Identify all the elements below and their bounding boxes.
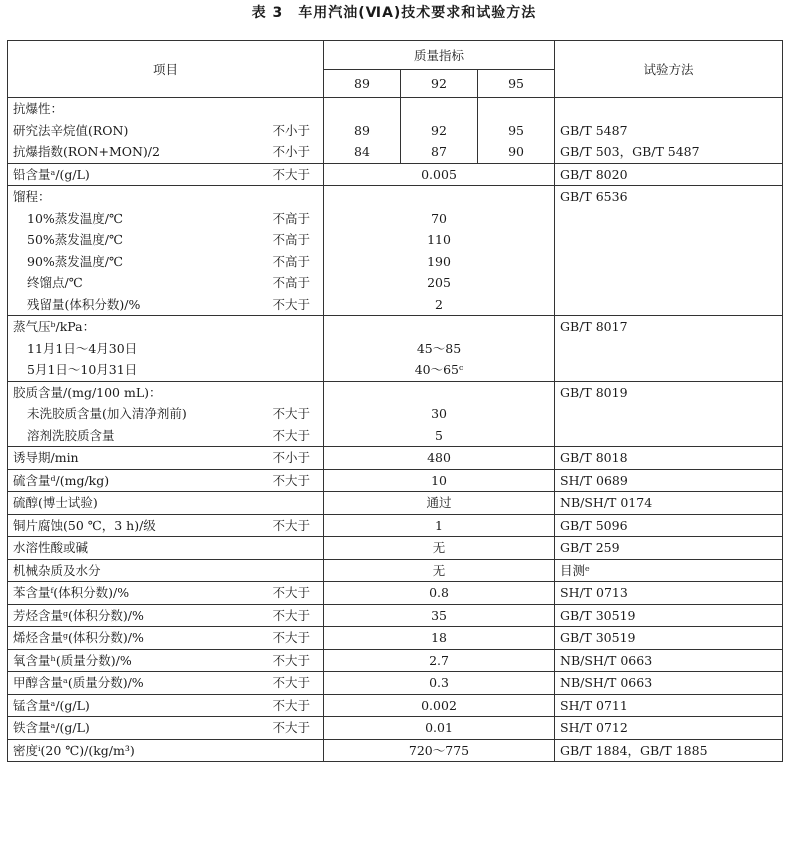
item-label: 抗爆指数(RON+MON)/2 不小于 — [13, 141, 318, 163]
spec-value-cell — [324, 559, 555, 582]
spec-value-cell — [324, 582, 555, 605]
spec-value: 205 — [427, 275, 451, 290]
method-cell — [555, 163, 783, 186]
limit-qualifier: 不小于 — [272, 450, 310, 465]
spec-value: 2.7 — [429, 652, 449, 668]
item-label: 50%蒸发温度/℃ 不高于 — [13, 229, 318, 251]
grade-value: 87 — [431, 144, 447, 159]
spec-value: 720～775 — [408, 742, 470, 758]
item-label: 11月1日～4月30日 — [27, 340, 138, 356]
spec-value-cell — [324, 717, 555, 740]
table-row — [8, 559, 783, 582]
item-label: 水溶性酸或碱 — [13, 540, 89, 555]
spec-value: 无 — [432, 540, 446, 555]
test-method: GB/T 8018 — [560, 450, 628, 465]
item-cell — [8, 514, 324, 537]
table-row — [8, 492, 783, 515]
spec-value-cell — [324, 649, 555, 672]
item-cell — [8, 163, 324, 186]
method-cell — [555, 492, 783, 515]
item-cell — [8, 627, 324, 650]
spec-value: 190 — [427, 253, 451, 269]
grade-value: 95 — [508, 122, 524, 138]
spec-value: 通过 — [426, 495, 452, 510]
test-method: GB/T 259 — [560, 540, 620, 555]
table-row — [8, 627, 783, 650]
spec-value: 0.002 — [421, 697, 457, 713]
limit-qualifier: 不高于 — [272, 232, 310, 247]
spec-value: 0.005 — [421, 166, 457, 182]
limit-qualifier: 不大于 — [272, 720, 310, 735]
item-cell — [8, 672, 324, 695]
header-spec: 质量指标 — [324, 41, 555, 70]
test-method: SH/T 0713 — [560, 585, 628, 600]
item-label: 未洗胶质含量(加入清净剂前) 不大于 — [13, 403, 318, 425]
item-cell — [8, 469, 324, 492]
limit-qualifier: 不大于 — [272, 517, 310, 533]
table-row — [8, 739, 783, 762]
limit-qualifier: 不大于 — [272, 607, 310, 623]
limit-qualifier: 不大于 — [272, 585, 310, 600]
test-method: GB/T 5487 — [560, 122, 628, 138]
gasoline-spec-table — [7, 40, 783, 762]
item-label: 溶剂洗胶质含量 不大于 — [13, 425, 318, 447]
spec-value: 0.3 — [429, 675, 449, 690]
item-label: 残留量(体积分数)/% 不大于 — [13, 294, 318, 316]
method-cell — [555, 717, 783, 740]
test-method: GB/T 1884，GB/T 1885 — [560, 742, 708, 758]
table-row — [8, 381, 783, 447]
spec-value-cell — [324, 469, 555, 492]
spec-value-cell — [324, 447, 555, 470]
item-cell — [8, 694, 324, 717]
grade-value — [406, 98, 472, 120]
spec-value: 70 — [431, 210, 447, 226]
header-method: 试验方法 — [555, 41, 783, 98]
table-row — [8, 717, 783, 740]
spec-value: 110 — [427, 232, 451, 247]
table-title: 表 3 车用汽油(ⅥA)技术要求和试验方法 — [251, 5, 537, 21]
header-grade-89: 89 — [324, 70, 401, 98]
table-row — [8, 316, 783, 382]
item-label: 芳烃含量ᵍ(体积分数)/% 不大于 — [13, 605, 318, 627]
item-label: 5月1日～10月31日 — [27, 362, 138, 377]
spec-value-cell — [324, 514, 555, 537]
item-cell — [8, 739, 324, 762]
test-method — [560, 208, 777, 230]
item-cell — [8, 537, 324, 560]
limit-qualifier: 不高于 — [272, 253, 310, 269]
item-label: 馏程： — [13, 189, 51, 204]
table-row — [8, 186, 783, 316]
table-row — [8, 604, 783, 627]
grade-value: 90 — [508, 144, 524, 159]
spec-value: 2 — [435, 296, 443, 312]
spec-value — [329, 186, 549, 208]
grade-value-cell — [401, 98, 478, 164]
spec-value: 45～85 — [416, 340, 462, 356]
spec-value: 0.01 — [425, 720, 453, 735]
item-label: 机械杂质及水分 — [13, 562, 101, 578]
spec-value-cell — [324, 186, 555, 316]
test-method — [560, 425, 777, 447]
test-method: NB/SH/T 0663 — [560, 652, 653, 668]
test-method — [560, 359, 777, 381]
spec-value-cell — [324, 694, 555, 717]
grade-value-cell — [478, 98, 555, 164]
table-row — [8, 469, 783, 492]
test-method — [560, 338, 777, 360]
item-label: 硫醇(博士试验) — [13, 495, 98, 510]
spec-value-cell — [324, 492, 555, 515]
item-cell — [8, 604, 324, 627]
item-label: 密度ⁱ(20 ℃)/(kg/m³) — [13, 742, 135, 758]
method-cell — [555, 514, 783, 537]
item-label: 铅含量ᵃ/(g/L) 不大于 — [13, 164, 318, 186]
spec-value-cell — [324, 604, 555, 627]
spec-value-cell — [324, 627, 555, 650]
method-cell — [555, 604, 783, 627]
limit-qualifier: 不大于 — [272, 652, 310, 668]
test-method: GB/T 8019 — [560, 384, 628, 400]
test-method — [560, 294, 777, 316]
test-method: SH/T 0689 — [560, 472, 628, 488]
spec-value: 480 — [427, 450, 451, 465]
grade-value — [329, 98, 395, 120]
test-method: SH/T 0712 — [560, 720, 628, 735]
test-method: GB/T 8020 — [560, 166, 628, 182]
test-method — [560, 403, 777, 425]
test-method — [560, 229, 777, 251]
method-cell — [555, 694, 783, 717]
table-row — [8, 537, 783, 560]
method-cell — [555, 739, 783, 762]
test-method: NB/SH/T 0663 — [560, 675, 653, 690]
spec-value: 30 — [431, 406, 447, 421]
spec-value — [329, 382, 549, 404]
item-label: 诱导期/min 不小于 — [13, 447, 318, 469]
item-label: 烯烃含量ᵍ(体积分数)/% 不大于 — [13, 627, 318, 649]
spec-value: 18 — [431, 630, 447, 645]
spec-value-cell — [324, 381, 555, 447]
spec-value: 10 — [431, 472, 447, 488]
method-cell — [555, 649, 783, 672]
item-cell — [8, 316, 324, 382]
item-cell — [8, 447, 324, 470]
method-cell — [555, 537, 783, 560]
spec-value: 35 — [431, 607, 447, 623]
item-label: 铁含量ᵃ/(g/L) 不大于 — [13, 717, 318, 739]
test-method: GB/T 503，GB/T 5487 — [560, 144, 700, 159]
spec-value: 5 — [435, 427, 443, 443]
item-cell — [8, 186, 324, 316]
test-method: NB/SH/T 0174 — [560, 495, 653, 510]
item-cell — [8, 98, 324, 164]
test-method — [560, 251, 777, 273]
grade-value: 89 — [354, 122, 370, 138]
grade-value: 92 — [431, 122, 447, 138]
table-row — [8, 582, 783, 605]
spec-value: 0.8 — [429, 585, 449, 600]
method-cell — [555, 672, 783, 695]
item-label: 铜片腐蚀(50 ℃，3 h)/级 不大于 — [13, 515, 318, 537]
header-grade-92: 92 — [401, 70, 478, 98]
grade-value: 84 — [354, 144, 370, 159]
header-item: 项目 — [8, 41, 324, 98]
spec-value — [329, 316, 549, 338]
grade-value — [483, 98, 549, 120]
method-cell — [555, 559, 783, 582]
item-label: 终馏点/℃ 不高于 — [13, 272, 318, 294]
limit-qualifier: 不大于 — [272, 472, 310, 488]
item-label: 氧含量ʰ(质量分数)/% 不大于 — [13, 650, 318, 672]
test-method: 目测ᵉ — [560, 562, 590, 578]
item-label: 90%蒸发温度/℃ 不高于 — [13, 251, 318, 273]
item-cell — [8, 717, 324, 740]
limit-qualifier: 不大于 — [272, 697, 310, 713]
item-label: 10%蒸发温度/℃ 不高于 — [13, 208, 318, 230]
item-cell — [8, 381, 324, 447]
test-method: GB/T 5096 — [560, 517, 628, 533]
item-label: 锰含量ᵃ/(g/L) 不大于 — [13, 695, 318, 717]
table-row — [8, 98, 783, 164]
method-cell — [555, 627, 783, 650]
limit-qualifier: 不大于 — [272, 427, 310, 443]
method-cell — [555, 98, 783, 164]
table-row — [8, 514, 783, 537]
grade-value-cell — [324, 98, 401, 164]
item-cell — [8, 492, 324, 515]
spec-value: 40～65ᶜ — [414, 362, 464, 377]
spec-value-cell — [324, 163, 555, 186]
item-cell — [8, 559, 324, 582]
item-label: 蒸气压ᵇ/kPa： — [13, 319, 96, 334]
spec-value: 无 — [432, 562, 446, 578]
spec-value: 1 — [435, 517, 443, 533]
item-label: 胶质含量/(mg/100 mL)： — [13, 384, 162, 400]
method-cell — [555, 447, 783, 470]
spec-value-cell — [324, 537, 555, 560]
test-method: GB/T 6536 — [560, 189, 628, 204]
method-cell — [555, 316, 783, 382]
limit-qualifier: 不大于 — [272, 675, 310, 690]
limit-qualifier: 不大于 — [272, 630, 310, 645]
test-method: GB/T 8017 — [560, 319, 628, 334]
limit-qualifier: 不大于 — [272, 406, 310, 421]
test-method: SH/T 0711 — [560, 697, 628, 713]
limit-qualifier: 不高于 — [272, 275, 310, 290]
test-method — [560, 98, 777, 120]
test-method: GB/T 30519 — [560, 607, 636, 623]
method-cell — [555, 469, 783, 492]
table-row — [8, 163, 783, 186]
limit-qualifier: 不小于 — [272, 144, 310, 159]
item-label: 甲醇含量ᵃ(质量分数)/% 不大于 — [13, 672, 318, 694]
limit-qualifier: 不小于 — [272, 122, 310, 138]
header-grade-95: 95 — [478, 70, 555, 98]
item-cell — [8, 582, 324, 605]
spec-value-cell — [324, 672, 555, 695]
item-label: 苯含量ᶠ(体积分数)/% 不大于 — [13, 582, 318, 604]
test-method: GB/T 30519 — [560, 630, 636, 645]
table-row — [8, 672, 783, 695]
method-cell — [555, 186, 783, 316]
spec-value-cell — [324, 739, 555, 762]
item-label: 研究法辛烷值(RON) 不小于 — [13, 120, 318, 142]
item-label: 硫含量ᵈ/(mg/kg) 不大于 — [13, 470, 318, 492]
table-row — [8, 694, 783, 717]
item-cell — [8, 649, 324, 672]
table-row — [8, 447, 783, 470]
spec-value-cell — [324, 316, 555, 382]
item-label: 抗爆性： — [13, 101, 64, 116]
limit-qualifier: 不大于 — [272, 296, 310, 312]
table-row — [8, 649, 783, 672]
limit-qualifier: 不高于 — [272, 210, 310, 226]
method-cell — [555, 582, 783, 605]
limit-qualifier: 不大于 — [272, 166, 310, 182]
method-cell — [555, 381, 783, 447]
test-method — [560, 272, 777, 294]
